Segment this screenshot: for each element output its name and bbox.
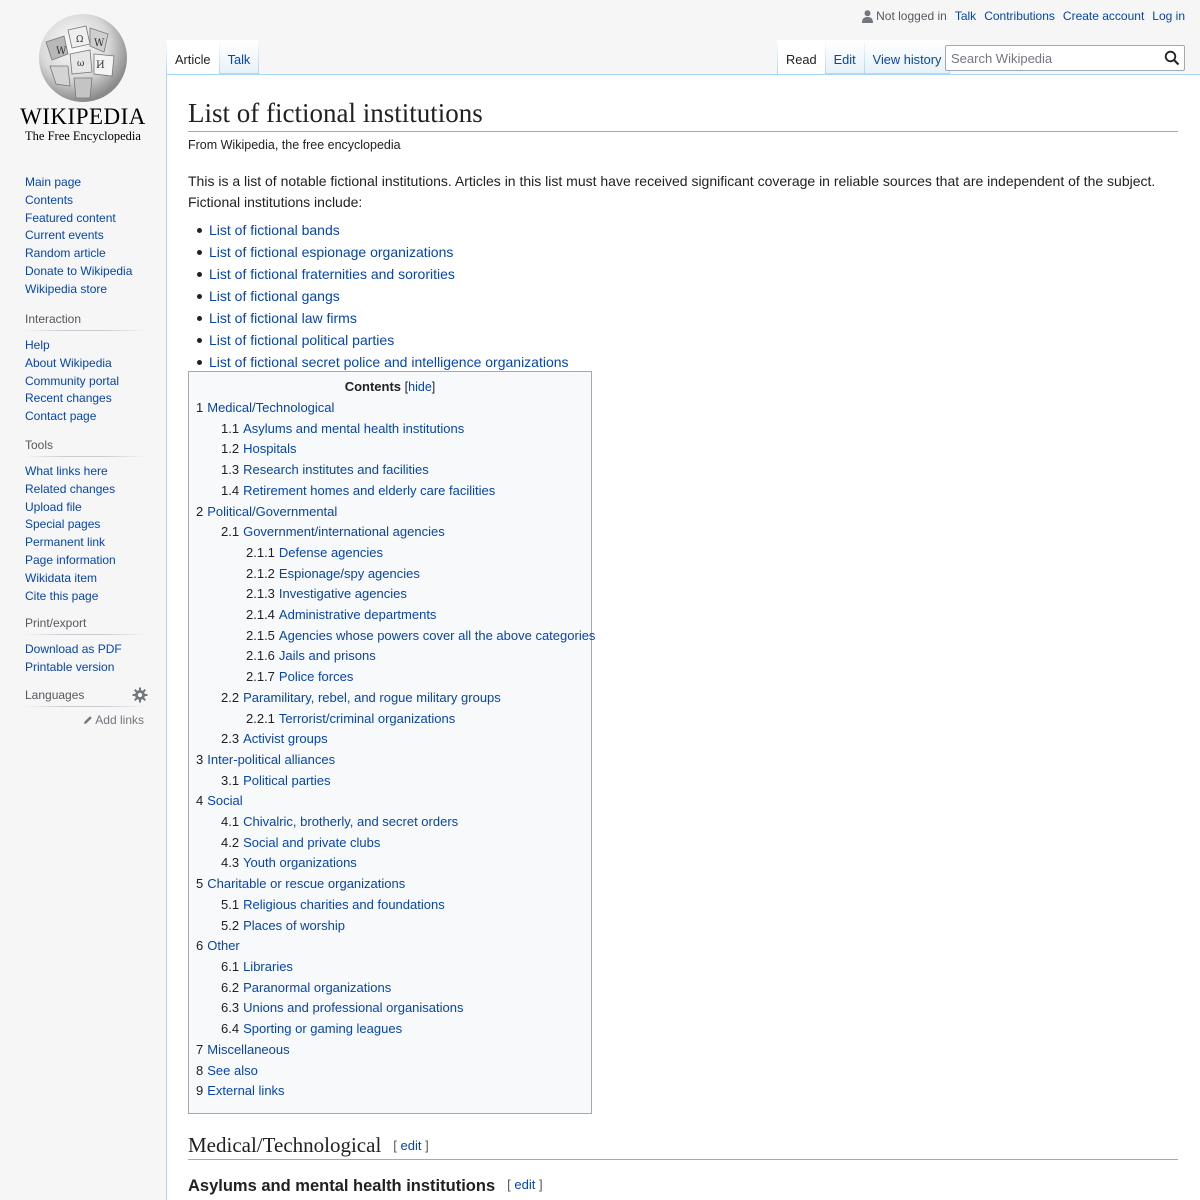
- toc-number: 1.1: [221, 420, 240, 436]
- list-item: [188, 219, 569, 241]
- toc-number: 1.3: [221, 462, 240, 478]
- sidebar-item-permanent-link[interactable]: Permanent link: [25, 535, 106, 550]
- toc-item[interactable]: [196, 812, 584, 833]
- edit-subsection-link[interactable]: [ edit ]: [507, 1177, 543, 1192]
- svg-text:ω: ω: [77, 59, 85, 69]
- create-account-link[interactable]: Create account: [1062, 9, 1145, 23]
- toc-item[interactable]: [196, 626, 596, 647]
- toc-item[interactable]: [196, 1081, 584, 1102]
- toc-number: 6.1: [221, 958, 240, 974]
- toc-link[interactable]: [221, 980, 391, 995]
- toc-text: Espionage/spy agencies: [278, 565, 420, 581]
- list-item: [188, 241, 569, 263]
- search-input[interactable]: [946, 46, 1161, 70]
- toc-number: 8: [196, 1062, 204, 1078]
- list-link-secret-police[interactable]: List of fictional secret police and intelligence organizations: [209, 354, 569, 370]
- toc-item[interactable]: [196, 895, 584, 916]
- edit-section-link[interactable]: [ edit ]: [393, 1138, 429, 1153]
- toc-number: 3: [196, 751, 204, 767]
- toc-link[interactable]: [196, 400, 334, 415]
- not-logged-in-label: Not logged in: [876, 9, 947, 23]
- toc-item[interactable]: [196, 998, 584, 1019]
- tab-edit[interactable]: [826, 40, 865, 74]
- sidebar-item-help[interactable]: Help: [25, 338, 50, 352]
- toc-number: 2.1: [221, 524, 240, 540]
- toc-text: Retirement homes and elderly care facilities: [243, 482, 496, 498]
- toc-item[interactable]: [196, 874, 584, 895]
- sidebar-heading-languages: Languages: [25, 688, 144, 707]
- logo-tagline: The Free Encyclopedia: [25, 129, 141, 143]
- main-content: [166, 74, 1200, 1200]
- sidebar-item-recent-changes[interactable]: Recent changes: [25, 391, 112, 406]
- sidebar-print-export: [25, 616, 144, 677]
- toc-text: Social and private clubs: [243, 834, 381, 850]
- toc-item[interactable]: [196, 936, 584, 957]
- toc-number: 7: [196, 1041, 204, 1057]
- sidebar-navigation: [25, 174, 144, 299]
- toc-text: Religious charities and foundations: [243, 896, 445, 912]
- toc-number: 6: [196, 938, 204, 954]
- toc-item[interactable]: [196, 502, 584, 523]
- toc-text: Miscellaneous: [207, 1041, 290, 1057]
- toc-link[interactable]: [196, 1083, 285, 1098]
- sidebar-item-what-links-here[interactable]: What links here: [25, 464, 108, 478]
- list-link-political-parties[interactable]: List of fictional political parties: [209, 332, 395, 348]
- list-link-fraternities[interactable]: List of fictional fraternities and sororities: [209, 266, 455, 282]
- toc-link[interactable]: [221, 690, 501, 705]
- toc-number: 2.1.6: [246, 648, 275, 664]
- toc-link[interactable]: [221, 483, 495, 498]
- toc-item[interactable]: [196, 957, 584, 978]
- toc-text: Paramilitary, rebel, and rogue military groups: [243, 689, 501, 705]
- list-link-law-firms[interactable]: List of fictional law firms: [209, 310, 357, 326]
- tab-article[interactable]: Article: [166, 40, 220, 74]
- toc-title-row: [196, 379, 584, 394]
- toc-text: Places of worship: [243, 917, 345, 933]
- toc-item[interactable]: [196, 750, 584, 771]
- toc-link[interactable]: [246, 607, 436, 622]
- toc-link[interactable]: [246, 586, 407, 601]
- toc-text: Other: [207, 938, 240, 954]
- toc-item[interactable]: [196, 791, 584, 812]
- user-icon: [862, 10, 873, 23]
- toc-link[interactable]: [221, 918, 345, 933]
- section-heading-medical: [188, 1132, 1178, 1160]
- sidebar-item-upload-file[interactable]: Upload file: [25, 499, 82, 514]
- sidebar-item-contact-page[interactable]: Contact page: [25, 409, 97, 424]
- list-link-gangs[interactable]: List of fictional gangs: [209, 288, 340, 304]
- toc-link[interactable]: [246, 545, 383, 560]
- toc-text: Medical/Technological: [207, 400, 335, 415]
- toc-text: Activist groups: [243, 731, 328, 747]
- toc-text: See also: [207, 1062, 258, 1078]
- toc-link[interactable]: [246, 566, 420, 581]
- sidebar-item-community-portal[interactable]: Community portal: [25, 373, 120, 388]
- toc-link[interactable]: [196, 1042, 290, 1057]
- subsection-heading-asylums: [188, 1174, 543, 1197]
- sidebar-item-contents[interactable]: Contents: [25, 192, 74, 207]
- toc-text: Unions and professional organisations: [243, 1000, 464, 1016]
- toc-item[interactable]: [196, 419, 584, 440]
- toc-text: Libraries: [243, 958, 293, 974]
- contributions-link[interactable]: Contributions: [984, 9, 1055, 23]
- sidebar-item-main-page[interactable]: Main page: [25, 175, 82, 189]
- list-item: [188, 351, 569, 373]
- sidebar-item-random-article[interactable]: Random article: [25, 246, 106, 261]
- toc-item[interactable]: [196, 729, 584, 750]
- toc-list: [196, 398, 596, 1102]
- toc-number: 3.1: [221, 772, 240, 788]
- toc-title: Contents: [344, 379, 402, 394]
- svg-text:W: W: [56, 46, 67, 57]
- toc-item[interactable]: [196, 564, 584, 585]
- tab-read[interactable]: Read: [777, 40, 826, 74]
- sidebar-item-featured-content[interactable]: Featured content: [25, 210, 116, 225]
- toc-number: 5: [196, 876, 204, 892]
- toc-number: 4.2: [221, 834, 240, 850]
- toc-text: Agencies whose powers cover all the above categories: [278, 627, 596, 643]
- toc-item[interactable]: [196, 667, 584, 688]
- toc-link[interactable]: [221, 441, 297, 456]
- sidebar-interaction: [25, 312, 144, 426]
- sidebar-item-special-pages[interactable]: Special pages: [25, 517, 101, 532]
- toc-item[interactable]: [196, 398, 584, 419]
- toc-item[interactable]: [196, 978, 584, 999]
- list-link-espionage[interactable]: List of fictional espionage organizations: [209, 244, 454, 260]
- tab-edit-link[interactable]: Edit: [833, 52, 856, 67]
- toc-link[interactable]: [221, 814, 458, 829]
- subsection-heading-label: Asylums and mental health institutions: [188, 1177, 496, 1195]
- toc-item[interactable]: [196, 584, 584, 605]
- sidebar-item-download-pdf[interactable]: Download as PDF: [25, 642, 122, 656]
- toc-link[interactable]: [221, 421, 464, 436]
- toc-item[interactable]: [196, 460, 584, 481]
- toc-link[interactable]: [221, 1021, 402, 1036]
- tab-talk-link[interactable]: Talk: [227, 52, 251, 67]
- search-icon[interactable]: [1164, 50, 1180, 66]
- toc-number: 9: [196, 1083, 204, 1099]
- log-in-link[interactable]: Log in: [1152, 9, 1185, 23]
- gear-icon[interactable]: [132, 687, 148, 703]
- institution-list: [188, 219, 569, 373]
- toc-link[interactable]: [221, 1000, 464, 1015]
- toc-item[interactable]: [196, 833, 584, 854]
- svg-text:W: W: [94, 38, 105, 49]
- namespace-tabs: [166, 40, 259, 74]
- toc-link[interactable]: [196, 1063, 258, 1078]
- personal-tools: [854, 9, 1185, 23]
- toc-number: 2.1.3: [246, 586, 275, 602]
- toc-link[interactable]: [221, 897, 445, 912]
- toc-number: 2.3: [221, 731, 240, 747]
- add-links-label[interactable]: Add links: [95, 713, 144, 727]
- sidebar-heading-print: Print/export: [25, 616, 144, 635]
- svg-text:И: И: [96, 60, 105, 71]
- sidebar-item-current-events[interactable]: Current events: [25, 228, 104, 243]
- list-item: [188, 263, 569, 285]
- tab-view-history-link[interactable]: View history: [872, 52, 942, 67]
- toc-text: Asylums and mental health institutions: [243, 420, 465, 436]
- toc-link[interactable]: [221, 524, 445, 539]
- toc-number: 1.4: [221, 482, 240, 498]
- search-box: [945, 45, 1185, 71]
- toc-item[interactable]: [196, 543, 584, 564]
- toc-toggle[interactable]: [hide]: [404, 380, 436, 394]
- personal-talk-link[interactable]: Talk: [954, 9, 977, 23]
- sidebar-tools: [25, 438, 144, 605]
- toc-number: 6.3: [221, 1000, 240, 1016]
- toc-item[interactable]: [196, 709, 584, 730]
- toc-number: 6.2: [221, 979, 240, 995]
- wikipedia-globe-icon: [34, 14, 132, 104]
- toc-number: 5.2: [221, 917, 240, 933]
- tab-view-history[interactable]: [865, 40, 951, 74]
- add-links[interactable]: [25, 713, 144, 727]
- toc-item[interactable]: [196, 605, 584, 626]
- toc-number: 2.1.7: [246, 669, 275, 685]
- toc-number: 6.4: [221, 1021, 240, 1037]
- toc-text: Social: [207, 793, 243, 809]
- toc-link[interactable]: [196, 504, 337, 519]
- svg-text:Ω: Ω: [76, 35, 84, 45]
- toc-link[interactable]: [221, 462, 429, 477]
- sidebar-languages: [25, 688, 144, 727]
- sidebar-item-wikidata-item[interactable]: Wikidata item: [25, 570, 98, 585]
- toc-link[interactable]: [246, 628, 595, 643]
- toc-item[interactable]: [196, 1040, 584, 1061]
- pencil-icon: [83, 715, 93, 725]
- toc-link[interactable]: [246, 669, 353, 684]
- toc-number: 2.1.1: [246, 544, 275, 560]
- toc-item[interactable]: [196, 1061, 584, 1082]
- toc-item[interactable]: [196, 439, 584, 460]
- toc-number: 4.1: [221, 814, 240, 830]
- toc-text: Police forces: [278, 669, 354, 685]
- toc-text: Administrative departments: [278, 607, 437, 623]
- toc-number: 2.2: [221, 689, 240, 705]
- list-item: [188, 285, 569, 307]
- toc-text: External links: [207, 1083, 285, 1099]
- toc-number: 5.1: [221, 896, 240, 912]
- toc-item[interactable]: [196, 853, 584, 874]
- toc-item[interactable]: [196, 646, 584, 667]
- not-logged-in: [862, 9, 947, 23]
- toc-text: Defense agencies: [278, 544, 383, 560]
- list-item: [188, 329, 569, 351]
- toc-number: 4.3: [221, 855, 240, 871]
- sidebar-item-donate[interactable]: Donate to Wikipedia: [25, 263, 133, 278]
- toc-text: Charitable or rescue organizations: [207, 876, 406, 892]
- edit-link[interactable]: edit: [400, 1138, 422, 1153]
- list-link-bands[interactable]: List of fictional bands: [209, 222, 340, 238]
- sidebar-item-store[interactable]: Wikipedia store: [25, 281, 108, 296]
- list-item: [188, 307, 569, 329]
- toc-link[interactable]: [196, 876, 405, 891]
- wikipedia-logo[interactable]: [0, 0, 166, 160]
- sidebar-item-page-information[interactable]: Page information: [25, 552, 116, 567]
- toc-link[interactable]: [221, 855, 357, 870]
- toc-text: Research institutes and facilities: [243, 462, 429, 478]
- toc-text: Sporting or gaming leagues: [243, 1021, 403, 1037]
- sidebar-item-cite-this-page[interactable]: Cite this page: [25, 588, 99, 603]
- toc-item[interactable]: [196, 522, 584, 543]
- toc-number: 2.1.4: [246, 607, 275, 623]
- toc-number: 1.2: [221, 441, 240, 457]
- toc-link[interactable]: [246, 648, 376, 663]
- toc-link[interactable]: [221, 835, 380, 850]
- toc-link[interactable]: [221, 773, 331, 788]
- toc-number: 4: [196, 793, 204, 809]
- sidebar-item-about[interactable]: About Wikipedia: [25, 355, 112, 370]
- toc-item[interactable]: [196, 771, 584, 792]
- view-tabs: [777, 40, 950, 74]
- toc-text: Youth organizations: [243, 855, 357, 871]
- toc-link[interactable]: [221, 731, 328, 746]
- edit-link[interactable]: edit: [514, 1177, 536, 1192]
- sidebar-heading-interaction: Interaction: [25, 312, 144, 331]
- toc-number: 2.1.5: [246, 627, 275, 643]
- tab-talk[interactable]: [220, 40, 260, 74]
- intro-paragraph: This is a list of notable fictional institutions. Articles in this list must have received significant coverage in reliable sources that are independent of the subject. Fictional institutions include:: [188, 173, 1156, 210]
- toc-text: Jails and prisons: [278, 648, 376, 664]
- toc-number: 1: [196, 400, 204, 415]
- toc-item[interactable]: [196, 688, 584, 709]
- sidebar-item-related-changes[interactable]: Related changes: [25, 481, 116, 496]
- toc-text: Chivalric, brotherly, and secret orders: [243, 814, 459, 830]
- toc-text: Investigative agencies: [278, 586, 407, 602]
- toc-number: 2: [196, 503, 204, 519]
- toc-text: Inter-political alliances: [207, 751, 336, 767]
- toc-text: Government/international agencies: [243, 524, 445, 540]
- toc-item[interactable]: [196, 481, 584, 502]
- toc-text: Political parties: [243, 772, 331, 788]
- toc-text: Terrorist/criminal organizations: [278, 710, 456, 726]
- toc-item[interactable]: [196, 1019, 584, 1040]
- table-of-contents: [188, 371, 596, 1114]
- toc-number: 2.1.2: [246, 565, 275, 581]
- toc-link[interactable]: [246, 711, 455, 726]
- sidebar-item-printable-version[interactable]: Printable version: [25, 659, 115, 674]
- site-subtitle: From Wikipedia, the free encyclopedia: [188, 138, 401, 152]
- toc-text: Hospitals: [243, 441, 297, 457]
- sidebar-heading-tools: Tools: [25, 438, 144, 457]
- toc-text: Paranormal organizations: [243, 979, 392, 995]
- toc-link[interactable]: [221, 959, 293, 974]
- toc-number: 2.2.1: [246, 710, 275, 726]
- toc-link[interactable]: [196, 938, 240, 953]
- toc-item[interactable]: [196, 916, 584, 937]
- logo-wordmark: WIKIPEDIA: [20, 104, 146, 129]
- page-title: List of fictional institutions: [188, 95, 1178, 132]
- toc-hide-link[interactable]: hide: [408, 380, 432, 394]
- toc-link[interactable]: [196, 793, 243, 808]
- toc-text: Political/Governmental: [207, 503, 338, 519]
- section-heading-label: Medical/Technological: [188, 1133, 382, 1157]
- toc-link[interactable]: [196, 752, 335, 767]
